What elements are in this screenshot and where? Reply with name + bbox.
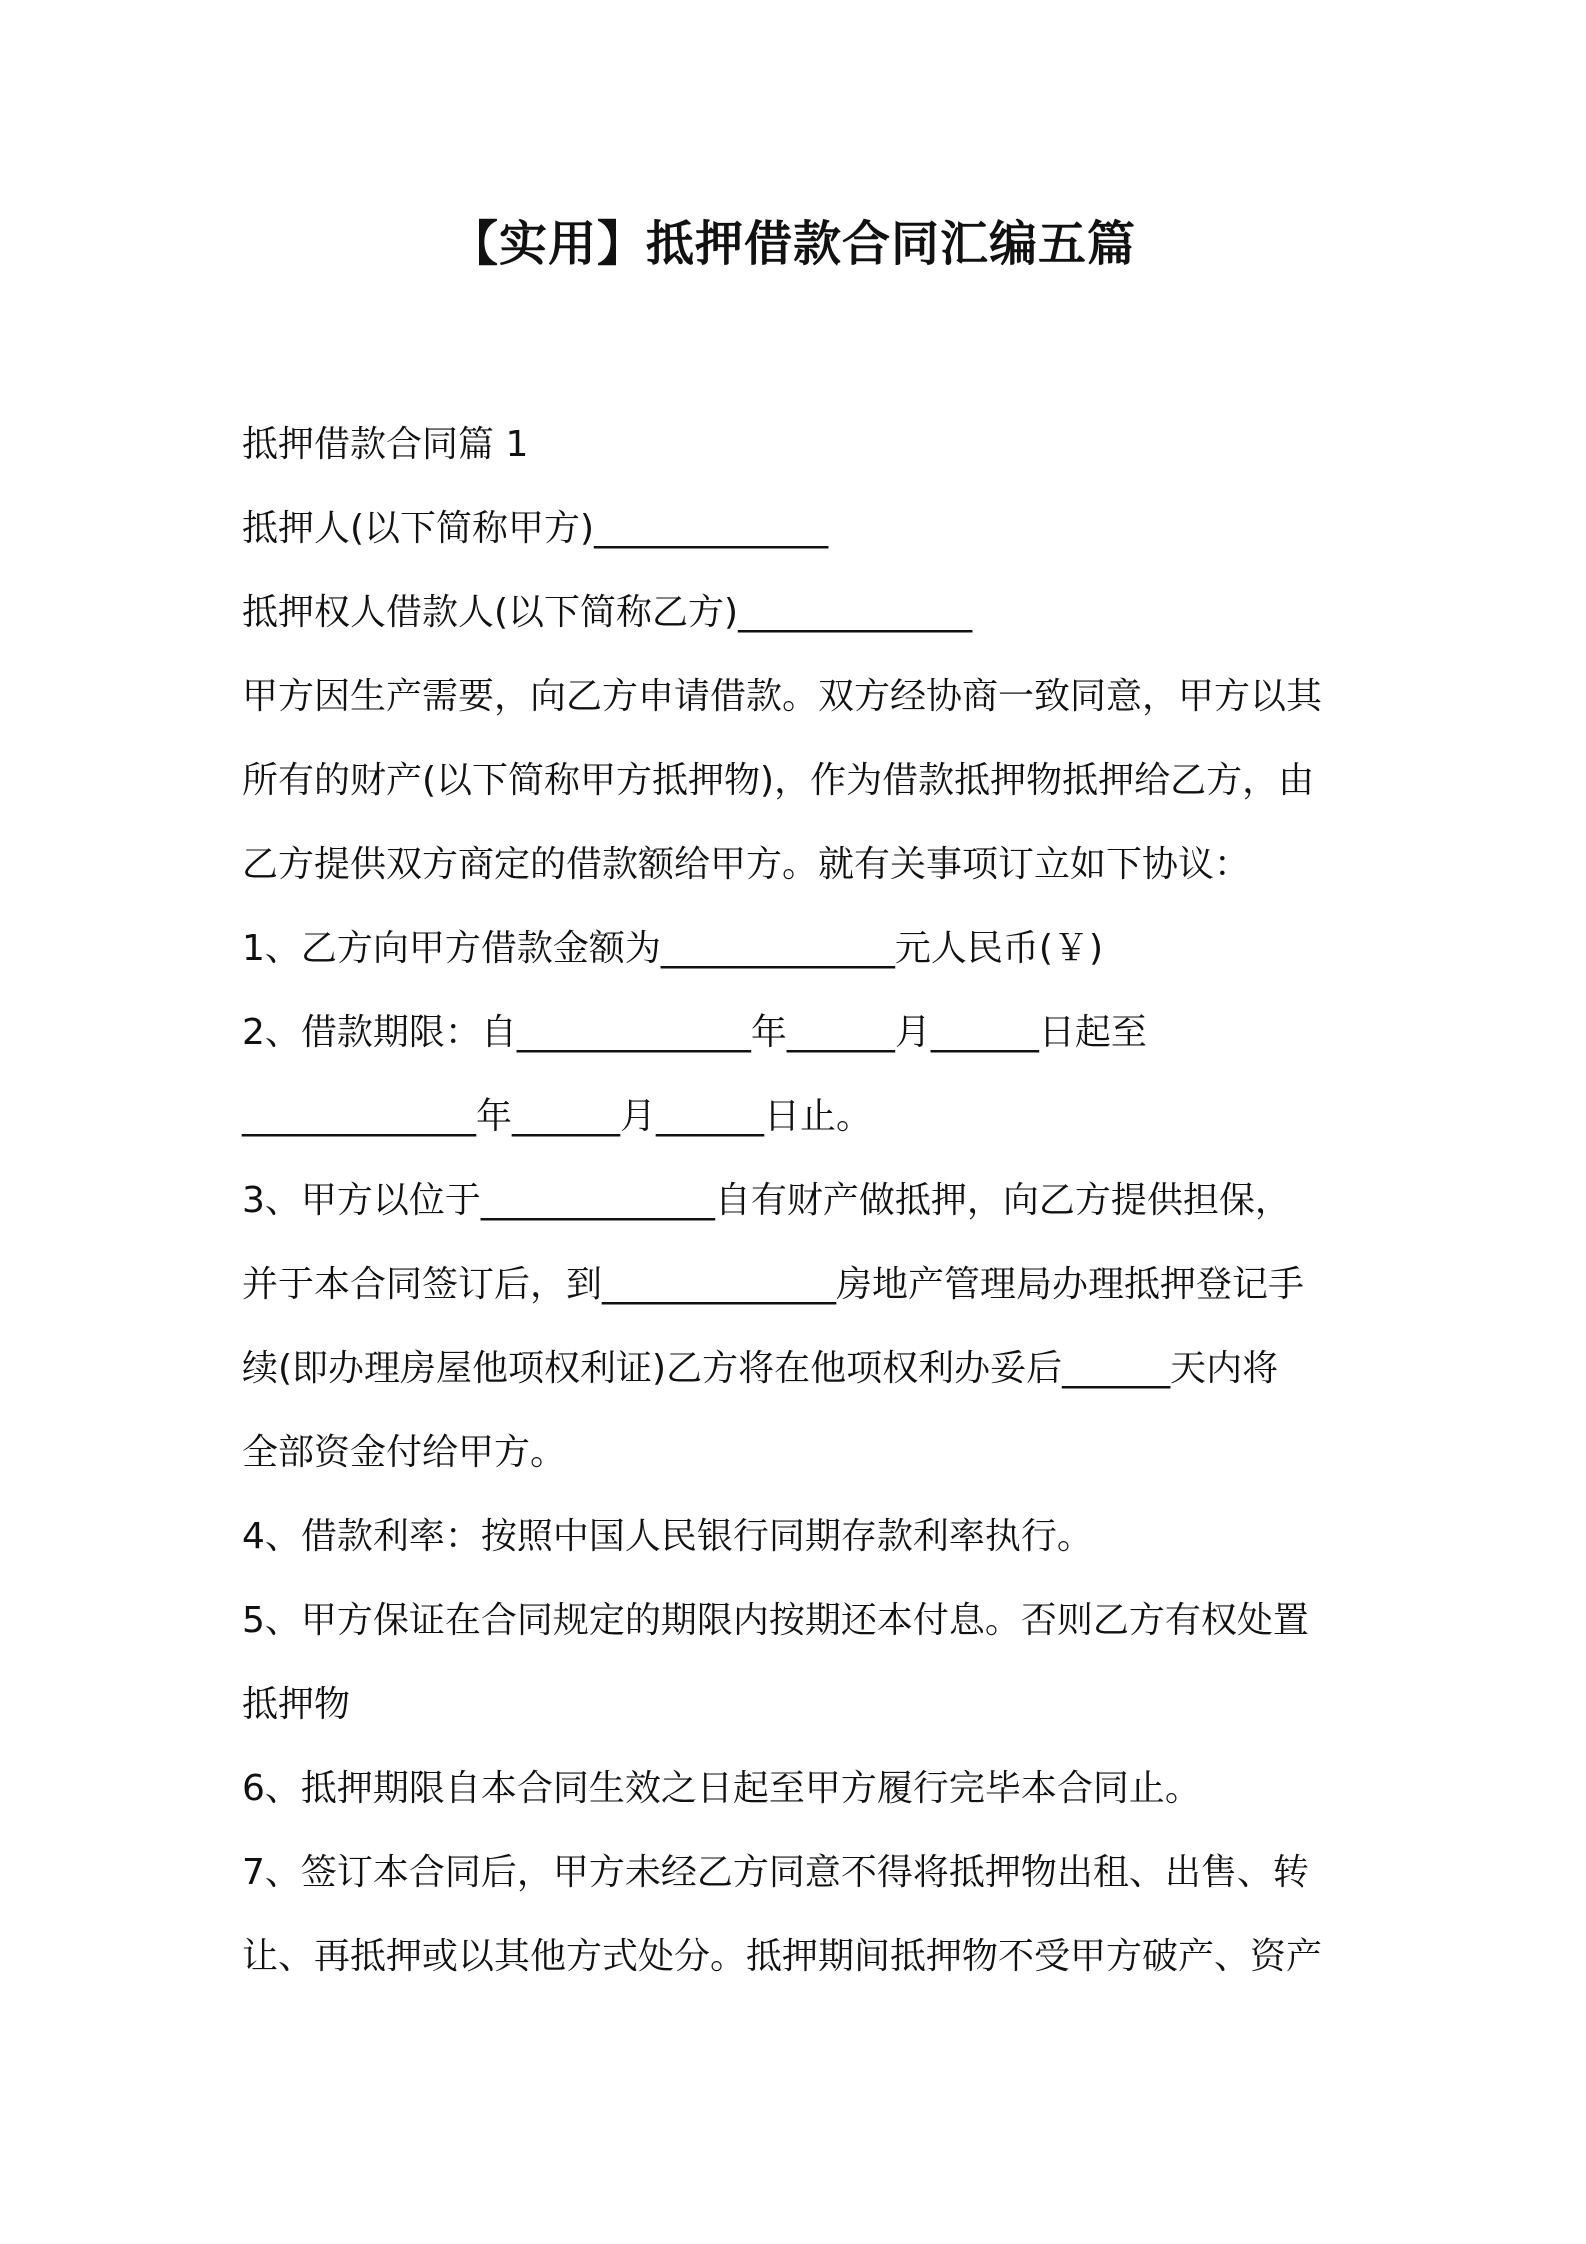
- intro-paragraph-line: 所有的财产(以下简称甲方抵押物)，作为借款抵押物抵押给乙方，由: [242, 760, 1315, 801]
- mortgagee-line: 抵押权人借款人(以下简称乙方)_____________: [242, 592, 973, 633]
- mortgagor-line: 抵押人(以下简称甲方)_____________: [242, 508, 829, 549]
- clause-1-line: 1、乙方向甲方借款金额为_____________元人民币(￥): [242, 928, 1103, 969]
- clause-3-line: 并于本合同签订后，到_____________房地产管理局办理抵押登记手: [242, 1264, 1305, 1305]
- clause-3-line: 续(即办理房屋他项权利证)乙方将在他项权利办妥后______天内将: [242, 1348, 1279, 1389]
- clause-3-line: 3、甲方以位于_____________自有财产做抵押，向乙方提供担保，: [242, 1180, 1291, 1221]
- intro-paragraph-line: 甲方因生产需要，向乙方申请借款。双方经协商一致同意，甲方以其: [242, 676, 1323, 717]
- section-heading: 抵押借款合同篇 1: [242, 424, 529, 465]
- clause-7-line: 让、再抵押或以其他方式处分。抵押期间抵押物不受甲方破产、资产: [242, 1936, 1323, 1977]
- clause-5-line: 5、甲方保证在合同规定的期限内按期还本付息。否则乙方有权处置: [242, 1600, 1309, 1641]
- document-title: 【实用】抵押借款合同汇编五篇: [449, 216, 1136, 272]
- clause-6-line: 6、抵押期限自本合同生效之日起至甲方履行完毕本合同止。: [242, 1768, 1201, 1809]
- clause-3-line: 全部资金付给甲方。: [242, 1432, 567, 1473]
- clause-5-line: 抵押物: [242, 1684, 351, 1725]
- clause-2-line: _____________年______月______日止。: [242, 1096, 873, 1137]
- clause-4-line: 4、借款利率：按照中国人民银行同期存款利率执行。: [242, 1516, 1093, 1557]
- clause-7-line: 7、签订本合同后，甲方未经乙方同意不得将抵押物出租、出售、转: [242, 1852, 1309, 1893]
- document-body: [242, 403, 1362, 1999]
- clause-2-line: 2、借款期限：自_____________年______月______日起至: [242, 1012, 1147, 1053]
- intro-paragraph-line: 乙方提供双方商定的借款额给甲方。就有关事项订立如下协议：: [242, 844, 1251, 885]
